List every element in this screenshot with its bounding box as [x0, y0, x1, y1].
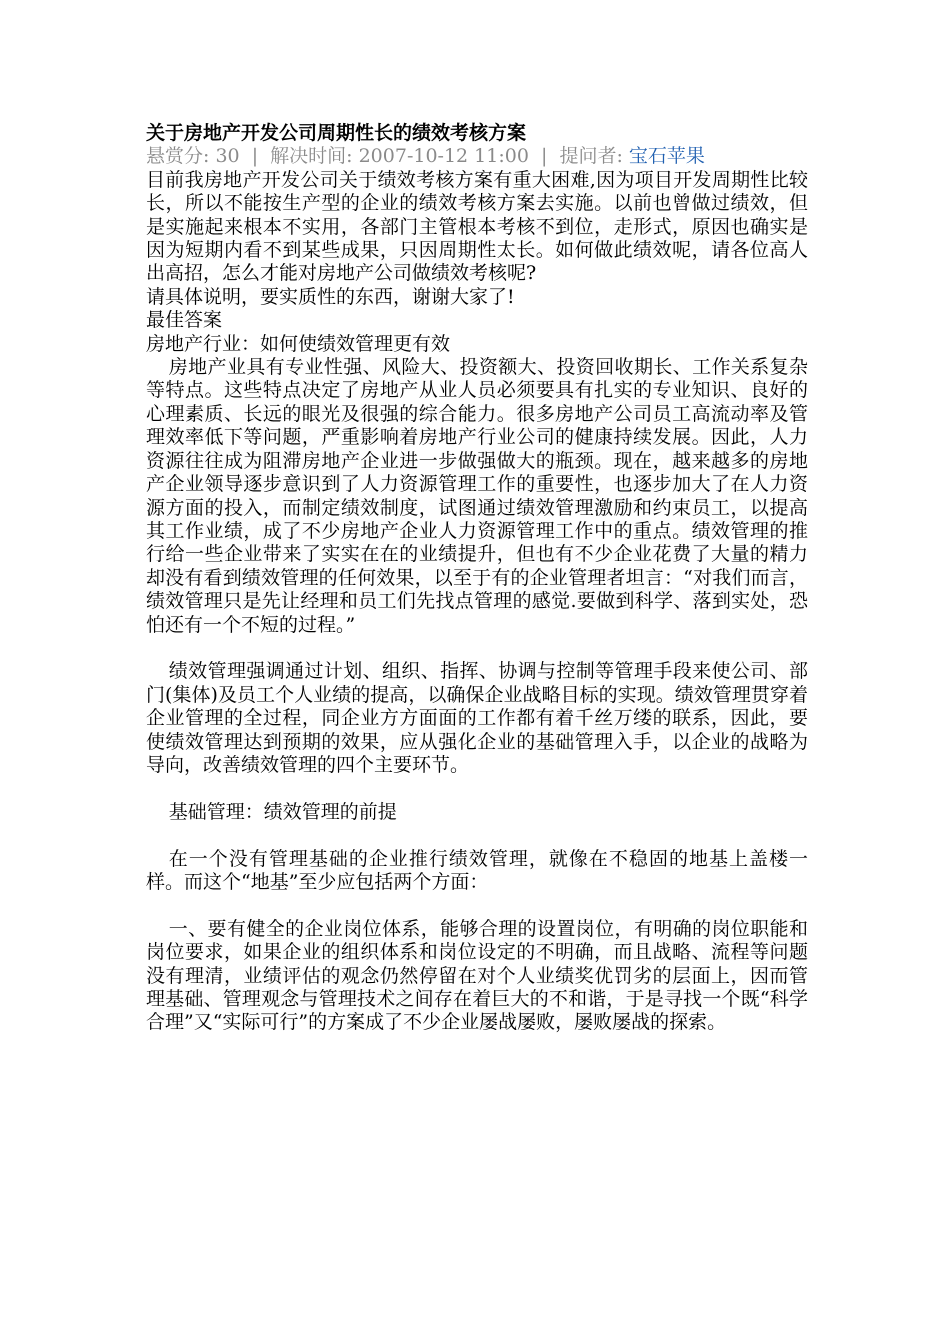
answer-paragraph: 绩效管理强调通过计划、组织、指挥、协调与控制等管理手段来使公司、部门(集体)及员工个人业绩的提高，以确保企业战略目标的实现。绩效管理贯穿着企业管理的全过程，同企业方方面面的工作都有着千丝万缕的联系，因此，要使绩效管理达到预期的效果，应从强化企业的基础管理入手，以企业的战略为导向，改善绩效管理的四个主要环节。	[146, 660, 808, 776]
answer-paragraph: 在一个没有管理基础的企业推行绩效管理，就像在不稳固的地基上盖楼一样。而这个“地基”至少应包括两个方面：	[146, 847, 808, 893]
section-heading: 基础管理：绩效管理的前提	[168, 800, 397, 823]
best-answer-heading: 最佳答案	[146, 309, 223, 332]
solved-time-label: 解决时间:	[270, 145, 353, 168]
answer-subtitle: 房地产行业：如何使绩效管理更有效	[146, 332, 451, 355]
meta-separator: |	[251, 145, 259, 168]
question-title: 关于房地产开发公司周期性长的绩效考核方案	[146, 122, 527, 144]
solved-time-value: 2007-10-12 11:00	[358, 145, 529, 168]
paragraph-gap	[146, 637, 808, 660]
asker-link[interactable]: 宝石苹果	[628, 145, 705, 168]
question-meta	[146, 145, 808, 168]
reward-value: 30	[215, 145, 240, 168]
asker-label: 提问者:	[559, 145, 623, 168]
paragraph-gap	[146, 777, 808, 800]
answer-paragraph: 一、要有健全的企业岗位体系，能够合理的设置岗位，有明确的岗位职能和岗位要求，如果企业的组织体系和岗位设定的不明确，而且战略、流程等问题没有理清，业绩评估的观念仍然停留在对个人业绩奖优罚劣的层面上，因而管理基础、管理观念与管理技术之间存在着巨大的不和谐，于是寻找一个既“科学合理”又“实际可行”的方案成了不少企业屡战屡败，屡败屡战的探索。	[146, 917, 808, 1034]
paragraph-gap	[146, 824, 808, 847]
question-followup: 请具体说明，要实质性的东西，谢谢大家了!	[146, 285, 515, 308]
answer-paragraph: 房地产业具有专业性强、风险大、投资额大、投资回收期长、工作关系复杂等特点。这些特点决定了房地产从业人员必须要具有扎实的专业知识、良好的心理素质、长远的眼光及很强的综合能力。很多房地产公司员工高流动率及管理效率低下等问题，严重影响着房地产行业公司的健康持续发展。因此，人力资源往往成为阻滞房地产企业进一步做强做大的瓶颈。现在，越来越多的房地产企业领导逐步意识到了人力资源管理工作的重要性，也逐步加大了在人力资源方面的投入，而制定绩效制度，试图通过绩效管理激励和约束员工，以提高其工作业绩，成了不少房地产企业人力资源管理工作中的重点。绩效管理的推行给一些企业带来了实实在在的业绩提升，但也有不少企业花费了大量的精力却没有看到绩效管理的任何效果，以至于有的企业管理者坦言：“对我们而言，绩效管理只是先让经理和员工们先找点管理的感觉.要做到科学、落到实处，恐怕还有一个不短的过程。”	[146, 356, 808, 636]
question-body: 目前我房地产开发公司关于绩效考核方案有重大困难,因为项目开发周期性比较长，所以不能按生产型的企业的绩效考核方案去实施。以前也曾做过绩效，但是实施起来根本不实用，各部门主管根本考核不到位，走形式，原因也确实是因为短期内看不到某些成果，只因周期性太长。如何做此绩效呢，请各位高人出高招，怎么才能对房地产公司做绩效考核呢?	[146, 168, 808, 285]
reward-label: 悬赏分:	[146, 145, 210, 168]
document-page	[146, 122, 808, 1035]
meta-separator: |	[540, 145, 548, 168]
paragraph-gap	[146, 894, 808, 917]
